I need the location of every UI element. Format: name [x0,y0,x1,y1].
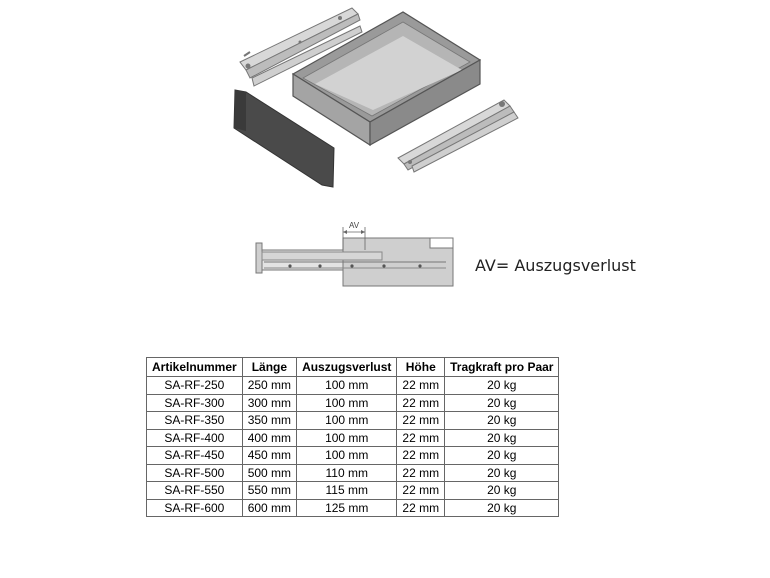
cell-auszugsverlust: 115 mm [297,482,397,500]
cell-artikelnummer: SA-RF-350 [147,412,243,430]
cell-artikelnummer: SA-RF-250 [147,377,243,395]
cell-tragkraft: 20 kg [445,394,559,412]
cell-artikelnummer: SA-RF-300 [147,394,243,412]
header-auszugsverlust: Auszugsverlust [297,358,397,377]
table-row [147,482,559,500]
cell-artikelnummer: SA-RF-450 [147,447,243,465]
cell-artikelnummer: SA-RF-600 [147,499,243,517]
cell-hoehe: 22 mm [397,482,445,500]
table-header-row [147,358,559,377]
cell-auszugsverlust: 100 mm [297,394,397,412]
cell-tragkraft: 20 kg [445,429,559,447]
cell-tragkraft: 20 kg [445,412,559,430]
cell-laenge: 400 mm [242,429,296,447]
cell-tragkraft: 20 kg [445,377,559,395]
cell-tragkraft: 20 kg [445,464,559,482]
cell-hoehe: 22 mm [397,499,445,517]
cell-tragkraft: 20 kg [445,499,559,517]
cell-auszugsverlust: 100 mm [297,377,397,395]
cell-laenge: 550 mm [242,482,296,500]
cell-laenge: 300 mm [242,394,296,412]
cell-laenge: 250 mm [242,377,296,395]
cell-laenge: 450 mm [242,447,296,465]
table-row [147,394,559,412]
cell-tragkraft: 20 kg [445,447,559,465]
av-caption: AV= Auszugsverlust [475,256,636,275]
table-row [147,429,559,447]
specification-table [146,357,559,517]
cell-artikelnummer: SA-RF-400 [147,429,243,447]
table-row [147,499,559,517]
av-dimension-label: AV [348,221,360,230]
cell-auszugsverlust: 125 mm [297,499,397,517]
cell-laenge: 600 mm [242,499,296,517]
slide-side-view [256,221,453,286]
header-artikelnummer: Artikelnummer [147,358,243,377]
cell-laenge: 350 mm [242,412,296,430]
cell-auszugsverlust: 110 mm [297,464,397,482]
cell-artikelnummer: SA-RF-500 [147,464,243,482]
table-row [147,412,559,430]
cell-artikelnummer: SA-RF-550 [147,482,243,500]
table-row [147,377,559,395]
cell-tragkraft: 20 kg [445,482,559,500]
cell-auszugsverlust: 100 mm [297,429,397,447]
table-row [147,464,559,482]
cell-hoehe: 22 mm [397,394,445,412]
cell-hoehe: 22 mm [397,447,445,465]
header-laenge: Länge [242,358,296,377]
cell-auszugsverlust: 100 mm [297,447,397,465]
header-hoehe: Höhe [397,358,445,377]
cell-hoehe: 22 mm [397,464,445,482]
cell-hoehe: 22 mm [397,377,445,395]
header-tragkraft: Tragkraft pro Paar [445,358,559,377]
cell-hoehe: 22 mm [397,412,445,430]
cell-laenge: 500 mm [242,464,296,482]
table-row [147,447,559,465]
cell-auszugsverlust: 100 mm [297,412,397,430]
cell-hoehe: 22 mm [397,429,445,447]
